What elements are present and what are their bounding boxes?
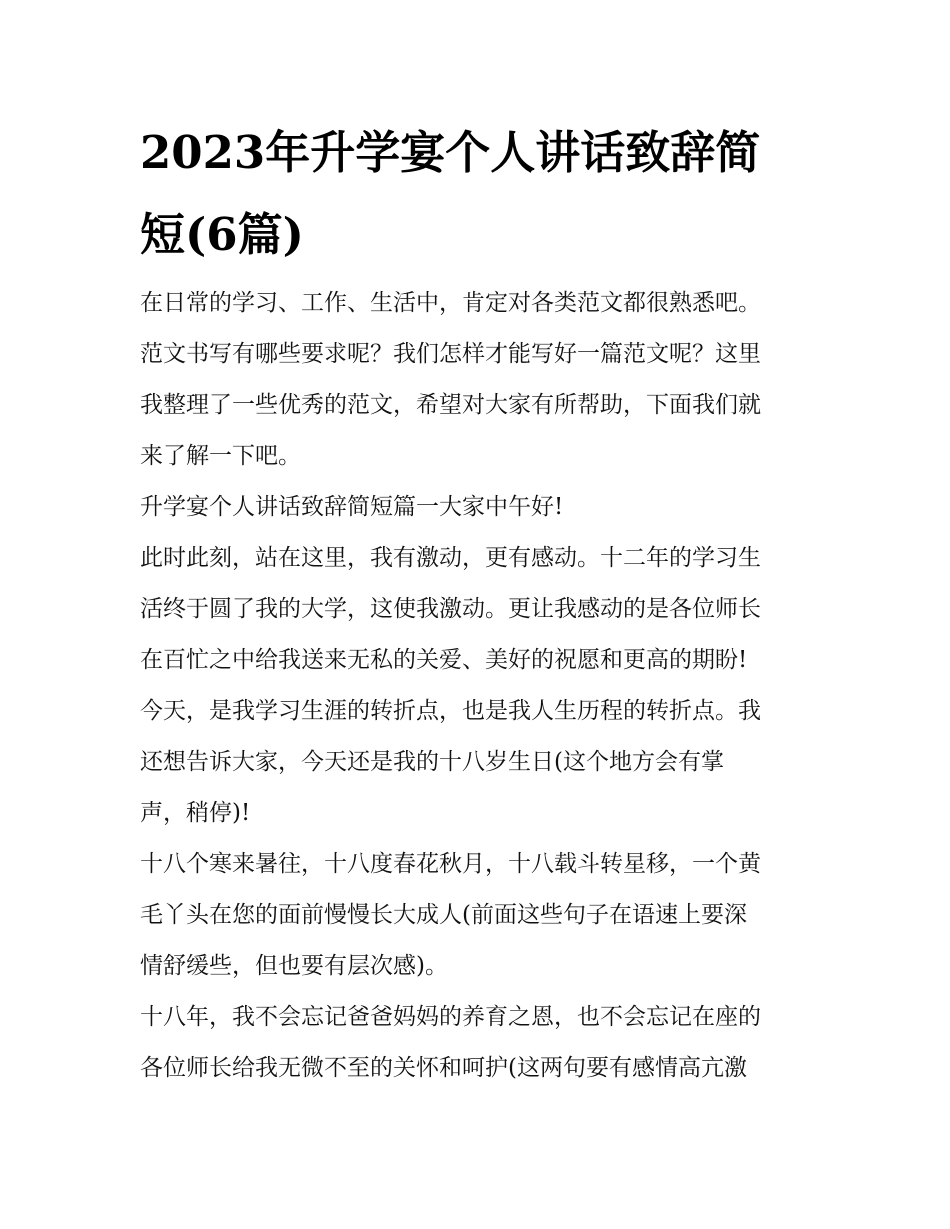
title-line: 2023年升学宴个人讲话致辞简 xyxy=(140,126,761,179)
body-line: 声，稍停)! xyxy=(140,800,251,826)
body-line: 十八个寒来暑往，十八度春花秋月，十八载斗转星移，一个黄 xyxy=(140,851,761,877)
body-line: 在百忙之中给我送来无私的关爱、美好的祝愿和更高的期盼! xyxy=(140,647,748,673)
body-line: 情舒缓些，但也要有层次感)。 xyxy=(140,953,448,979)
body-line: 毛丫头在您的面前慢慢长大成人(前面这些句子在语速上要深 xyxy=(140,902,747,928)
body-line: 还想告诉大家，今天还是我的十八岁生日(这个地方会有掌 xyxy=(140,749,724,775)
body-line: 我整理了一些优秀的范文，希望对大家有所帮助，下面我们就 xyxy=(140,392,761,418)
body-line: 今天，是我学习生涯的转折点，也是我人生历程的转折点。我 xyxy=(140,698,761,724)
document-body xyxy=(140,278,820,1094)
title-line: 短(6篇) xyxy=(140,208,304,261)
body-line: 在日常的学习、工作、生活中，肯定对各类范文都很熟悉吧。 xyxy=(140,290,761,316)
body-line: 范文书写有哪些要求呢？我们怎样才能写好一篇范文呢？这里 xyxy=(140,341,761,367)
body-line: 各位师长给我无微不至的关怀和呵护(这两句要有感情高亢激 xyxy=(140,1055,747,1081)
body-line: 来了解一下吧。 xyxy=(140,443,301,469)
body-line: 此时此刻，站在这里，我有激动，更有感动。十二年的学习生 xyxy=(140,545,761,571)
body-line: 活终于圆了我的大学，这使我激动。更让我感动的是各位师长 xyxy=(140,596,761,622)
document-title xyxy=(140,112,820,276)
body-line: 十八年，我不会忘记爸爸妈妈的养育之恩，也不会忘记在座的 xyxy=(140,1004,761,1030)
body-line: 升学宴个人讲话致辞简短篇一大家中午好! xyxy=(140,494,564,520)
